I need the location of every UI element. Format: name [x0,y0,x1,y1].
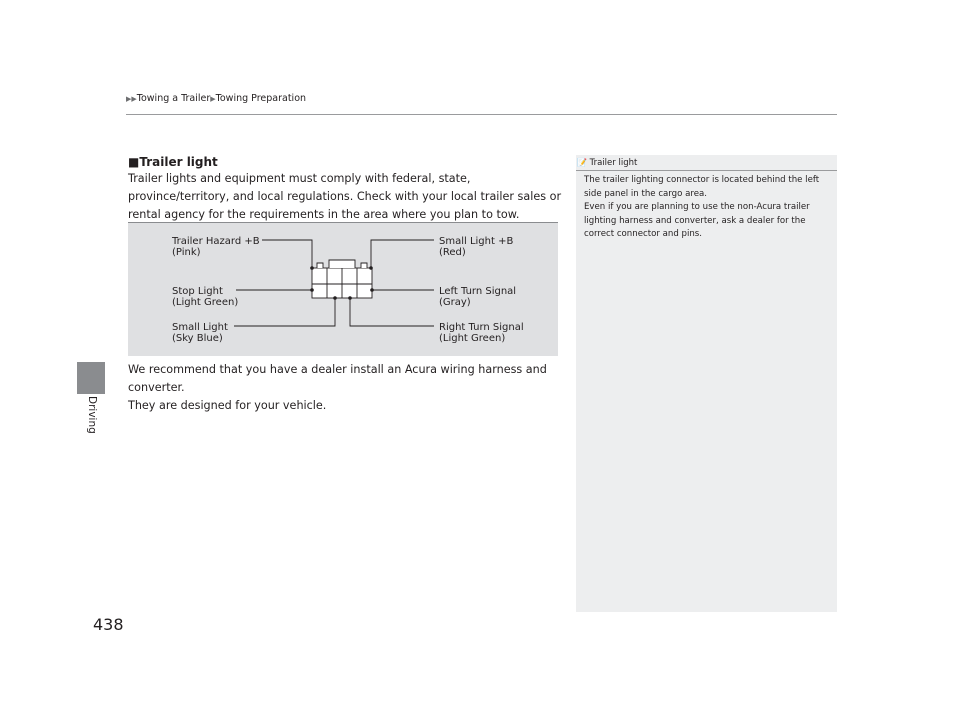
section-tab-label [78,396,106,436]
triangle-right-icon: ▶ [210,95,216,103]
label-small-light-right [439,236,513,258]
heading-square-icon: ■ [128,155,140,169]
label-stop-light-color: (Light Green) [172,297,239,308]
connector-key-tab [329,260,355,268]
recommendation-line-1: We recommend that you have a dealer install an Acura wiring harness and converter. [128,363,547,394]
label-left-turn [439,286,516,308]
paragraph-regulations: Trailer lights and equipment must comply with federal, state, province/territory, and local regulations. Check with your local trailer sales or rental agency for the requirements in the area where you plan to tow. [128,172,562,221]
pin-stop-light [310,288,314,292]
pin-right-turn [348,296,352,300]
label-small-light-left-name: Small Light [172,322,228,333]
recommendation-line-2: They are designed for your vehicle. [128,399,327,412]
section-tab-text: Driving [86,396,98,434]
heading-text: Trailer light [139,155,218,169]
diagram-top-divider [128,222,558,223]
label-right-turn [439,322,524,344]
note-title [577,158,637,168]
leader-small-light-left [234,298,335,326]
paragraph-recommendation [128,361,564,415]
page-number: 438 [93,615,124,634]
note-icon: 📝 [577,158,587,167]
label-small-light-right-name: Small Light +B [439,236,514,247]
label-left-turn-color: (Gray) [439,297,471,308]
label-small-light-right-color: (Red) [439,247,466,258]
label-small-light-left [172,322,228,344]
connector-latch-right [361,263,367,268]
note-line-connector-location: The trailer lighting connector is located behind the left side panel in the cargo area. [584,175,820,199]
label-trailer-hazard [172,236,260,258]
label-trailer-hazard-color: (Pink) [172,247,201,258]
leader-trailer-hazard [262,240,312,268]
pin-small-light-right [369,266,373,270]
label-trailer-hazard-name: Trailer Hazard +B [172,236,260,247]
double-triangle-right-icon: ▶▶ [126,95,137,103]
label-stop-light-name: Stop Light [172,286,223,297]
label-left-turn-name: Left Turn Signal [439,286,517,297]
label-stop-light [172,286,238,308]
pin-small-light-left [333,296,337,300]
label-small-light-left-color: (Sky Blue) [172,333,223,344]
section-heading [128,155,218,169]
breadcrumb-item-towing-a-trailer[interactable]: Towing a Trailer [136,93,211,104]
label-right-turn-color: (Light Green) [439,333,506,344]
connector-latch-left [317,263,323,268]
header-divider [126,114,837,115]
label-right-turn-name: Right Turn Signal [439,322,524,333]
note-line-dealer-advice: Even if you are planning to use the non-Acura trailer lighting harness and converter, ask a dealer for the correct connector and pins. [584,202,810,239]
leader-right-turn [350,298,434,326]
leader-small-light-right [371,240,434,268]
note-title-divider [576,170,837,171]
pin-left-turn [370,288,374,292]
note-title-text[interactable]: Trailer light [589,158,638,168]
breadcrumb-item-towing-preparation[interactable]: Towing Preparation [215,93,307,104]
connector-diagram [128,222,558,356]
breadcrumb [126,93,306,104]
section-tab-marker [77,362,105,394]
note-body [584,174,834,242]
pin-trailer-hazard [310,266,314,270]
